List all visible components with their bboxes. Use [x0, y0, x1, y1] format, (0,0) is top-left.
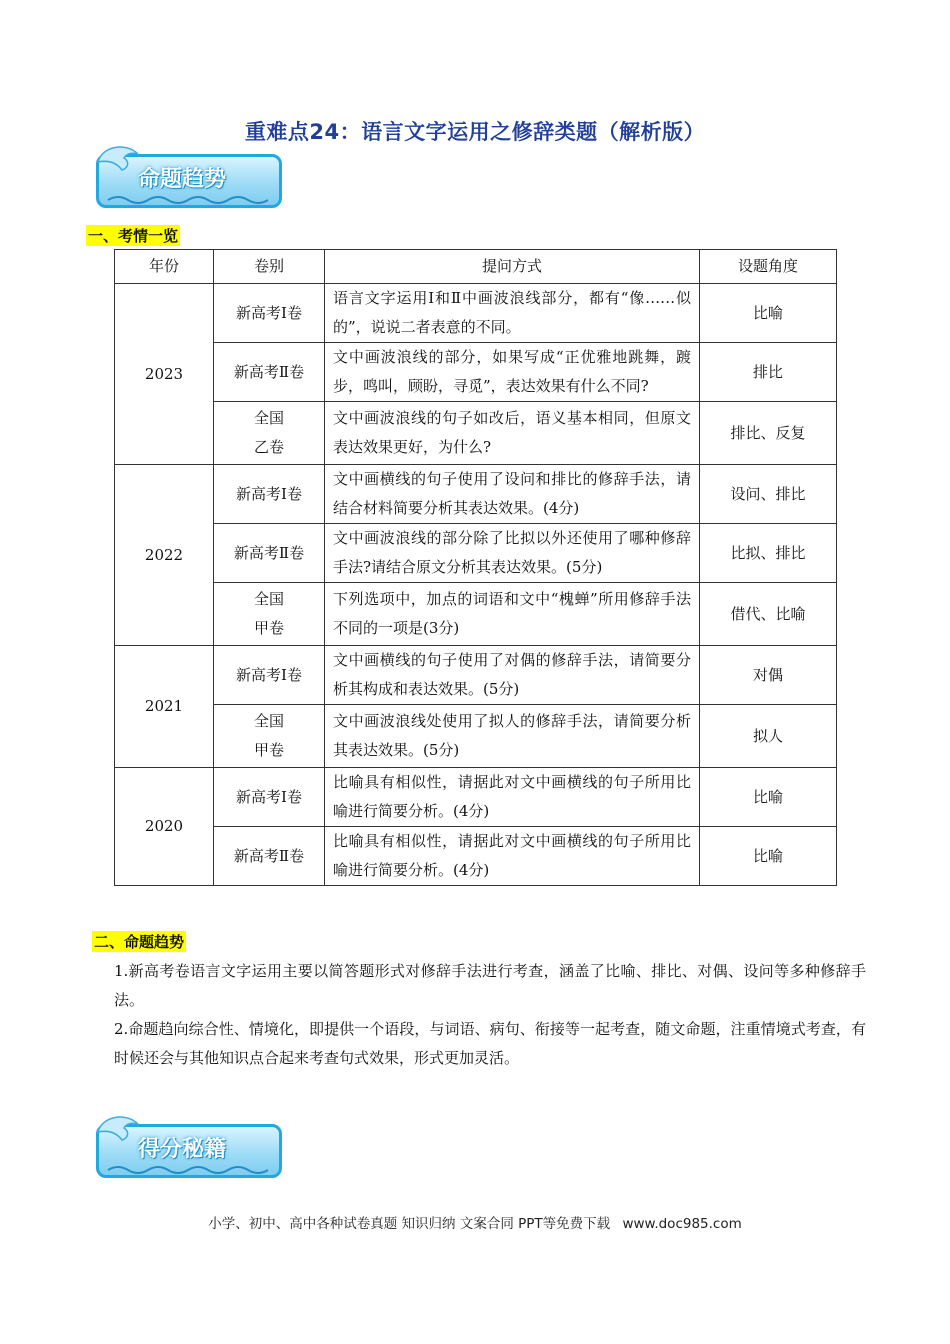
page-title: 重难点24：语言文字运用之修辞类题（解析版）	[244, 120, 706, 144]
header-cell: 年份	[115, 250, 214, 284]
table-row	[115, 705, 837, 768]
question-cell: 文中画波浪线处使用了拟人的修辞手法，请简要分析其表达效果。(5分)	[325, 705, 700, 768]
angle-cell: 比喻	[700, 284, 837, 343]
banner-label: 得分秘籍	[138, 1137, 227, 1162]
question-cell: 文中画横线的句子使用了设问和排比的修辞手法，请结合材料简要分析其表达效果。(4分)	[325, 465, 700, 524]
paper-cell: 新高考Ⅰ卷	[214, 465, 325, 524]
paper-cell: 新高考Ⅰ卷	[214, 646, 325, 705]
trend-banner	[92, 140, 290, 220]
table-header-row	[115, 250, 837, 284]
angle-cell: 借代、比喻	[700, 583, 837, 646]
angle-cell: 比喻	[700, 827, 837, 886]
paper-cell: 新高考Ⅱ卷	[214, 524, 325, 583]
table-row	[115, 768, 837, 827]
angle-cell: 比拟、排比	[700, 524, 837, 583]
trend-paragraph-1: 1.新高考卷语言文字运用主要以简答题形式对修辞手法进行考查，涵盖了比喻、排比、对偶、设问等多种修辞手法。	[114, 962, 866, 1009]
paper-cell: 新高考Ⅱ卷	[214, 827, 325, 886]
question-cell: 语言文字运用Ⅰ和Ⅱ中画波浪线部分，都有“像……似的”，说说二者表意的不同。	[325, 284, 700, 343]
header-cell: 设题角度	[700, 250, 837, 284]
table-row	[115, 465, 837, 524]
question-cell: 文中画波浪线的部分除了比拟以外还使用了哪种修辞手法?请结合原文分析其表达效果。(5分)	[325, 524, 700, 583]
question-cell: 文中画波浪线的部分，如果写成“正优雅地跳舞，踱步，鸣叫，顾盼，寻觅”，表达效果有什么不同?	[325, 343, 700, 402]
footer-text: 小学、初中、高中各种试卷真题 知识归纳 文案合同 PPT等免费下载	[208, 1216, 611, 1232]
question-cell: 文中画横线的句子使用了对偶的修辞手法，请简要分析其构成和表达效果。(5分)	[325, 646, 700, 705]
angle-cell: 设问、排比	[700, 465, 837, 524]
section-heading: 一、考情一览	[88, 227, 179, 245]
angle-cell: 排比	[700, 343, 837, 402]
paper-cell: 新高考Ⅰ卷	[214, 284, 325, 343]
table-row	[115, 583, 837, 646]
table-row	[115, 284, 837, 343]
exam-overview-table	[114, 249, 837, 886]
angle-cell: 比喻	[700, 768, 837, 827]
year-cell: 2021	[115, 646, 214, 768]
banner-label: 命题趋势	[138, 167, 227, 192]
question-cell: 比喻具有相似性，请据此对文中画横线的句子所用比喻进行简要分析。(4分)	[325, 768, 700, 827]
section-heading: 二、命题趋势	[94, 933, 185, 951]
paper-cell: 全国 甲卷	[214, 705, 325, 768]
angle-cell: 排比、反复	[700, 402, 837, 465]
table-row	[115, 827, 837, 886]
question-cell: 文中画波浪线的句子如改后，语义基本相同，但原文表达效果更好，为什么?	[325, 402, 700, 465]
angle-cell: 拟人	[700, 705, 837, 768]
tips-banner	[92, 1110, 290, 1190]
question-cell: 比喻具有相似性，请据此对文中画横线的句子所用比喻进行简要分析。(4分)	[325, 827, 700, 886]
trend-paragraph-2: 2.命题趋向综合性、情境化，即提供一个语段，与词语、病句、衔接等一起考查，随文命题，注重情境式考查，有时候还会与其他知识点合起来考查句式效果，形式更加灵活。	[114, 1020, 866, 1067]
angle-cell: 对偶	[700, 646, 837, 705]
year-cell: 2022	[115, 465, 214, 646]
table-row	[115, 524, 837, 583]
page-footer	[0, 1212, 950, 1232]
table-row	[115, 646, 837, 705]
paper-cell: 新高考Ⅱ卷	[214, 343, 325, 402]
question-cell: 下列选项中，加点的词语和文中“槐蝉”所用修辞手法不同的一项是(3分)	[325, 583, 700, 646]
header-cell: 卷别	[214, 250, 325, 284]
year-cell: 2023	[115, 284, 214, 465]
table-row	[115, 402, 837, 465]
paper-cell: 全国 甲卷	[214, 583, 325, 646]
year-cell: 2020	[115, 768, 214, 886]
footer-url[interactable]: www.doc985.com	[622, 1216, 742, 1232]
paper-cell: 全国 乙卷	[214, 402, 325, 465]
header-cell: 提问方式	[325, 250, 700, 284]
table-row	[115, 343, 837, 402]
paper-cell: 新高考Ⅰ卷	[214, 768, 325, 827]
